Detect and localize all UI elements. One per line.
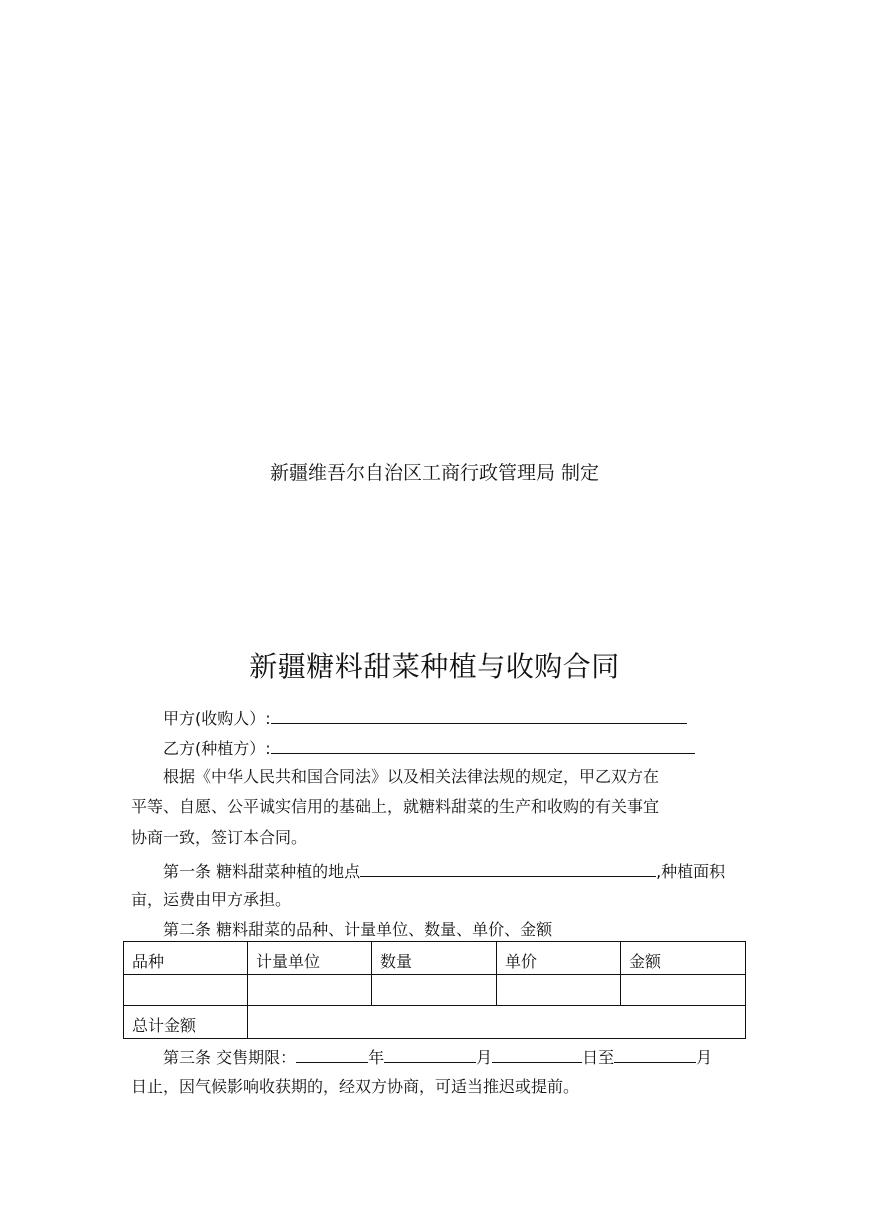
party-b-row xyxy=(163,737,695,759)
article3-year: 年 xyxy=(368,1048,385,1067)
total-label: 总计金额 xyxy=(124,1006,248,1039)
article3-line-2: 日止，因气候影响收获期的，经双方协商，可适当推迟或提前。 xyxy=(131,1077,580,1096)
contract-title: 新疆糖料甜菜种植与收购合同 xyxy=(249,650,620,683)
party-a-label: 甲方(收购人）: xyxy=(163,709,271,728)
cell-unit-price[interactable] xyxy=(497,975,621,1006)
preamble-line-3: 协商一致，签订本合同。 xyxy=(131,828,308,847)
cell-quantity[interactable] xyxy=(372,975,497,1006)
party-b-blank[interactable] xyxy=(271,737,695,754)
article3-day-to: 日至 xyxy=(582,1048,615,1067)
article3-row xyxy=(163,1046,712,1068)
article1-line-2: 亩，运费由甲方承担。 xyxy=(131,890,292,909)
article3-day-blank[interactable] xyxy=(492,1046,582,1063)
article1-row xyxy=(163,860,725,882)
article3-month2: 月 xyxy=(696,1048,713,1067)
article2-heading: 第二条 糖料甜菜的品种、计量单位、数量、单价、金额 xyxy=(163,920,553,939)
party-a-blank[interactable] xyxy=(271,707,687,724)
total-amount-cell[interactable] xyxy=(248,1006,746,1039)
article3-month2-blank[interactable] xyxy=(614,1046,696,1063)
header-unit: 计量单位 xyxy=(248,942,372,975)
header-unit-price: 单价 xyxy=(497,942,621,975)
article3-year-blank[interactable] xyxy=(296,1046,368,1063)
article1-location-blank[interactable] xyxy=(360,860,656,877)
article1-prefix: 第一条 糖料甜菜种植的地点 xyxy=(163,862,361,881)
header-quantity: 数量 xyxy=(372,942,497,975)
header-variety: 品种 xyxy=(124,942,248,975)
article3-prefix: 第三条 交售期限： xyxy=(163,1048,297,1067)
issuer-line: 新疆维吾尔自治区工商行政管理局 制定 xyxy=(269,462,600,484)
header-amount: 金额 xyxy=(621,942,746,975)
preamble-line-1: 根据《中华人民共和国合同法》以及相关法律法规的规定，甲乙双方在 xyxy=(163,767,660,786)
article3-month-blank[interactable] xyxy=(384,1046,476,1063)
cell-variety[interactable] xyxy=(124,975,248,1006)
preamble-line-2: 平等、自愿、公平诚实信用的基础上，就糖料甜菜的生产和收购的有关事宜 xyxy=(131,797,660,816)
cell-unit[interactable] xyxy=(248,975,372,1006)
party-b-label: 乙方(种植方）: xyxy=(163,739,271,758)
party-a-row xyxy=(163,707,687,729)
items-table xyxy=(123,941,746,1039)
table-row xyxy=(124,975,746,1006)
table-total-row xyxy=(124,1006,746,1039)
article1-suffix: ,种植面积 xyxy=(656,862,726,881)
article3-month: 月 xyxy=(476,1048,493,1067)
cell-amount[interactable] xyxy=(621,975,746,1006)
table-header-row xyxy=(124,942,746,975)
